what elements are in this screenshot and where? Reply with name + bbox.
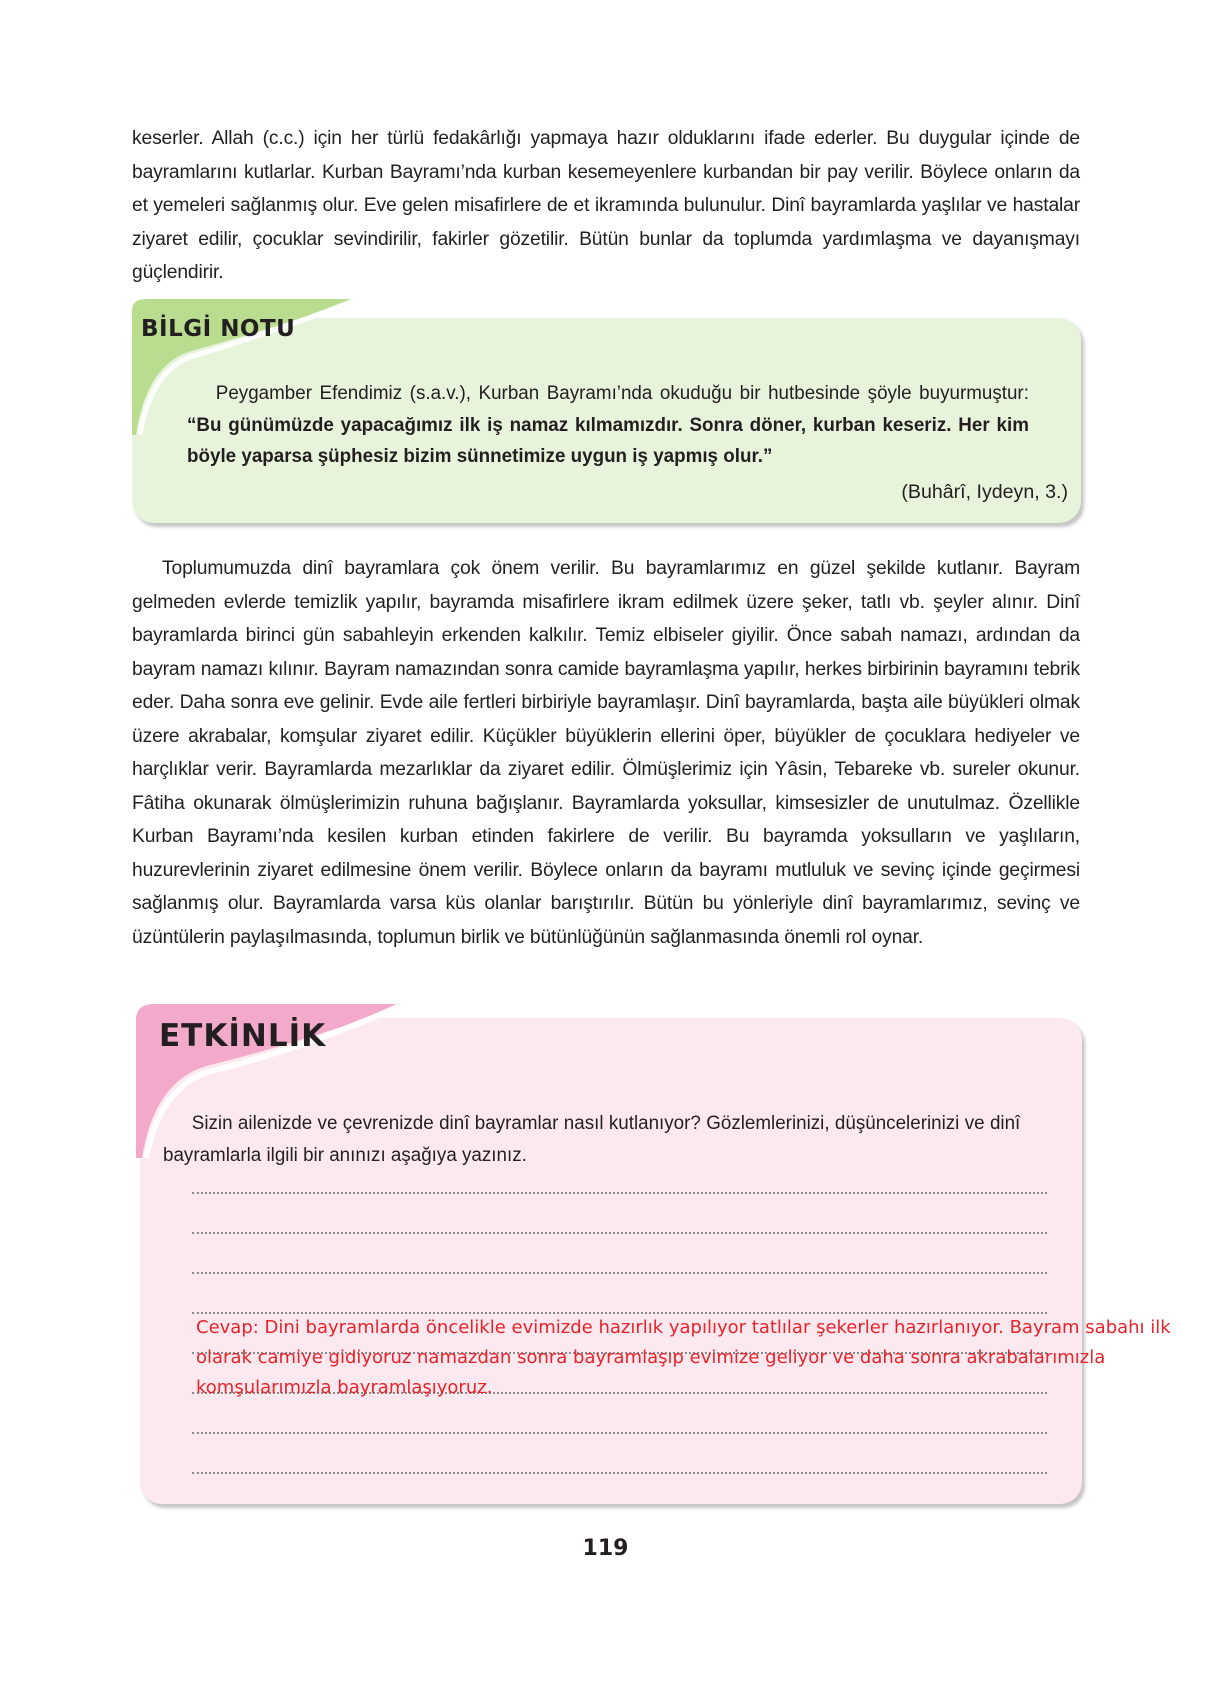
page-number: 119 [582, 1536, 629, 1561]
info-note-intro: Peygamber Efendimiz (s.a.v.), Kurban Bayramı’nda okuduğu bir hutbesinde şöyle buyurmuştur: [215, 382, 1029, 404]
info-note-text [187, 378, 1029, 473]
intro-paragraph: keserler. Allah (c.c.) için her türlü fedakârlığı yapmaya hazır olduklarını ifade ederler. Bu duygular içinde de bayramlarını kutlarlar. Kurban Bayramı’nda kurban kesemeyenlere kurbandan bir pay verilir. Böylece onların da et yemeleri sağlanmış olur. Eve gelen misafirlere de et ikramında bulunulur. Dinî bayramlarda yaşlılar ve hastalar ziyaret edilir, çocuklar sevindirilir, fakirler gözetilir. Bütün bunlar da toplumda yardımlaşma ve dayanışmayı güçlendirir. [132, 128, 1080, 283]
answer-line[interactable] [192, 1432, 1047, 1434]
info-note-title: BİLGİ NOTU [141, 316, 296, 342]
answer-line[interactable] [192, 1272, 1047, 1274]
activity-title: ETKİNLİK [159, 1018, 327, 1054]
info-note-quote: “Bu günümüzde yapacağımız ilk iş namaz kılmamızdır. Sonra döner, kurban keseriz. Her kim böyle yaparsa şüphesiz bizim sünnetimize uygun iş yapmış olur.” [187, 413, 1029, 467]
handwritten-answer: Cevap: Dini bayramlarda öncelikle evimizde hazırlık yapılıyor tatlılar şekerler hazırlanıyor. Bayram sabahı ilk olarak camiye gidiyoruz namazdan sonra bayramlaşıp evimize geliyor ve daha sonra akrabalarımızla komşularımızla bayramlaşıyoruz. [196, 1317, 1171, 1398]
answer-line[interactable] [192, 1192, 1047, 1194]
main-paragraph: Toplumumuzda dinî bayramlara çok önem verilir. Bu bayramlarımız en güzel şekilde kutlanır. Bayram gelmeden evlerde temizlik yapılır, bayramda misafirlere ikram edilmek üzere şeker, tatlı vb. şeyler alınır. Dinî bayramlarda birinci gün sabahleyin erkenden kalkılır. Temiz elbiseler giyilir. Önce sabah namazı, ardından da bayram namazı kılınır. Bayram namazından sonra camide bayramlaşma yapılır, herkes birbirinin bayramını tebrik eder. Daha sonra eve gelinir. Evde aile fertleri birbiriyle bayramlaşır. Dinî bayramlarda, başta aile büyükleri olmak üzere akrabalar, komşular ziyaret edilir. Küçükler büyüklerin ellerini öper, büyükler de çocuklara hediyeler ve harçlıklar verir. Bayramlarda mezarlıklar da ziyaret edilir. Ölmüşlerimiz için Yâsin, Tebareke vb. sureler okunur. Fâtiha okunarak ölmüşlerimizin ruhuna bağışlanır. Bayramlarda yoksullar, kimsesizler de unutulmaz. Özellikle Kurban Bayramı’nda kesilen kurban etinden fakirlere de verilir. Bu bayramda yoksulların ve yaşlıların, huzurevlerinin ziyaret edilmesine önem verilir. Böylece onların da bayramı mutluluk ve sevinç içinde geçirmesi sağlanmış olur. Bayramlarda varsa küs olanlar barıştırılır. Bütün bu yönleriyle dinî bayramlarımız, sevinç ve üzüntülerin paylaşılmasında, toplumun birlik ve bütünlüğünün sağlanmasında önemli rol oynar. [132, 558, 1080, 948]
activity-question: Sizin ailenizde ve çevrenizde dinî bayramlar nasıl kutlanıyor? Gözlemlerinizi, düşüncelerinizi ve dinî bayramlarla ilgili bir anınızı aşağıya yazınız. [163, 1112, 1021, 1166]
answer-line[interactable] [192, 1472, 1047, 1474]
answer-line[interactable] [192, 1232, 1047, 1234]
info-note-source: (Buhârî, Iydeyn, 3.) [901, 481, 1068, 503]
